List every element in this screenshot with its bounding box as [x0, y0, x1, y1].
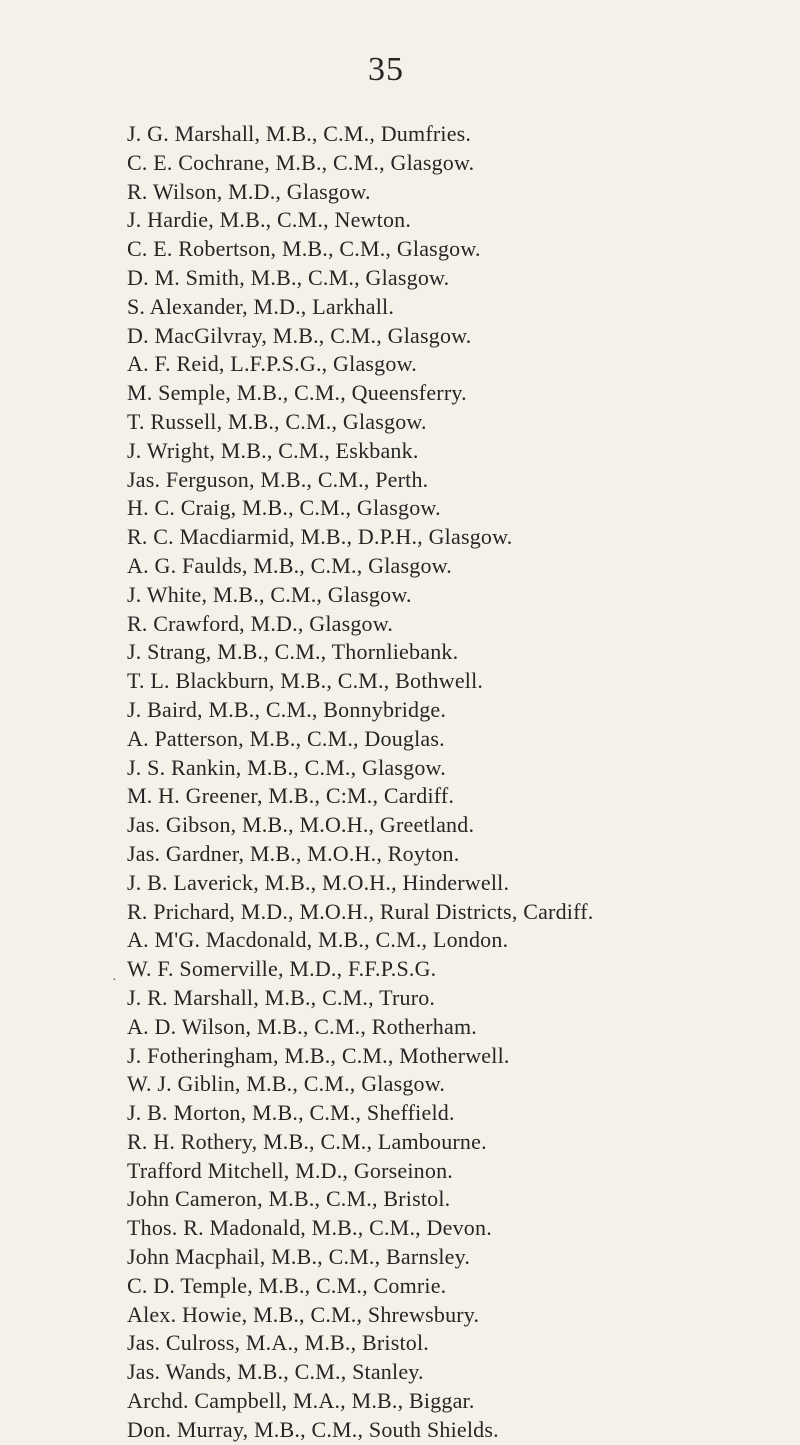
list-item: Jas. Culross, M.A., M.B., Bristol.	[127, 1330, 430, 1356]
list-item: R. C. Macdiarmid, M.B., D.P.H., Glasgow.	[127, 524, 513, 550]
list-item: C. E. Cochrane, M.B., C.M., Glasgow.	[127, 149, 475, 175]
list-item: J. Fotheringham, M.B., C.M., Motherwell.	[127, 1042, 510, 1068]
list-item: Thos. R. Madonald, M.B., C.M., Devon.	[127, 1215, 492, 1241]
list-item: J. B. Morton, M.B., C.M., Sheffield.	[127, 1100, 455, 1126]
list-item: A. M'G. Macdonald, M.B., C.M., London.	[127, 927, 509, 953]
list-item: M. H. Greener, M.B., C:M., Cardiff.	[127, 783, 455, 809]
list-item: J. G. Marshall, M.B., C.M., Dumfries.	[127, 121, 472, 146]
list-item: R. Wilson, M.D., Glasgow.	[127, 178, 371, 204]
list-item: R. Prichard, M.D., M.O.H., Rural Districts, Cardiff.	[127, 898, 594, 924]
list-item: J. B. Laverick, M.B., M.O.H., Hinderwell.	[127, 869, 510, 895]
list-item: Don. Murray, M.B., C.M., South Shields.	[127, 1416, 499, 1442]
list-item: Jas. Gibson, M.B., M.O.H., Greetland.	[127, 812, 475, 838]
list-item: John Cameron, M.B., C.M., Bristol.	[127, 1186, 451, 1212]
list-item: C. D. Temple, M.B., C.M., Comrie.	[127, 1272, 447, 1298]
list-item: A. F. Reid, L.F.P.S.G., Glasgow.	[127, 351, 417, 377]
list-item: T. Russell, M.B., C.M., Glasgow.	[127, 408, 427, 434]
list-item: J. Strang, M.B., C.M., Thornliebank.	[127, 639, 459, 665]
list-item: A. D. Wilson, M.B., C.M., Rotherham.	[127, 1013, 477, 1039]
list-item: C. E. Robertson, M.B., C.M., Glasgow.	[127, 236, 481, 262]
list-item: R. Crawford, M.D., Glasgow.	[127, 610, 394, 636]
list-item: J. S. Rankin, M.B., C.M., Glasgow.	[127, 754, 446, 780]
list-item: J. Wright, M.B., C.M., Eskbank.	[127, 437, 419, 463]
list-item: D. MacGilvray, M.B., C.M., Glasgow.	[127, 322, 472, 348]
list-item: A. G. Faulds, M.B., C.M., Glasgow.	[127, 552, 453, 578]
list-item: S. Alexander, M.D., Larkhall.	[127, 293, 395, 319]
list-item: T. L. Blackburn, M.B., C.M., Bothwell.	[127, 668, 484, 694]
list-item: Trafford Mitchell, M.D., Gorseinon.	[127, 1157, 453, 1183]
subscriber-list	[127, 120, 792, 1445]
list-item: Jas. Gardner, M.B., M.O.H., Royton.	[127, 840, 460, 866]
list-item: D. M. Smith, M.B., C.M., Glasgow.	[127, 264, 450, 290]
list-item: W. J. Giblin, M.B., C.M., Glasgow.	[127, 1071, 446, 1097]
list-item: H. C. Craig, M.B., C.M., Glasgow.	[127, 495, 441, 521]
list-item: J. Hardie, M.B., C.M., Newton.	[127, 207, 412, 233]
list-item: W. F. Somerville, M.D., F.F.P.S.G.	[127, 956, 437, 982]
page-number: 35	[368, 51, 404, 88]
list-item: J. Baird, M.B., C.M., Bonnybridge.	[127, 696, 447, 722]
list-item: Jas. Ferguson, M.B., C.M., Perth.	[127, 466, 429, 492]
list-item: R. H. Rothery, M.B., C.M., Lambourne.	[127, 1128, 487, 1154]
list-item: John Macphail, M.B., C.M., Barnsley.	[127, 1244, 471, 1270]
list-item: J. R. Marshall, M.B., C.M., Truro.	[127, 984, 436, 1010]
list-item: Alex. Howie, M.B., C.M., Shrewsbury.	[127, 1301, 480, 1327]
margin-mark: ·	[112, 973, 117, 988]
list-item: Archd. Campbell, M.A., M.B., Biggar.	[127, 1388, 475, 1414]
list-item: J. White, M.B., C.M., Glasgow.	[127, 581, 412, 607]
list-item: A. Patterson, M.B., C.M., Douglas.	[127, 725, 445, 751]
list-item: Jas. Wands, M.B., C.M., Stanley.	[127, 1359, 424, 1385]
list-item: M. Semple, M.B., C.M., Queensferry.	[127, 380, 467, 406]
